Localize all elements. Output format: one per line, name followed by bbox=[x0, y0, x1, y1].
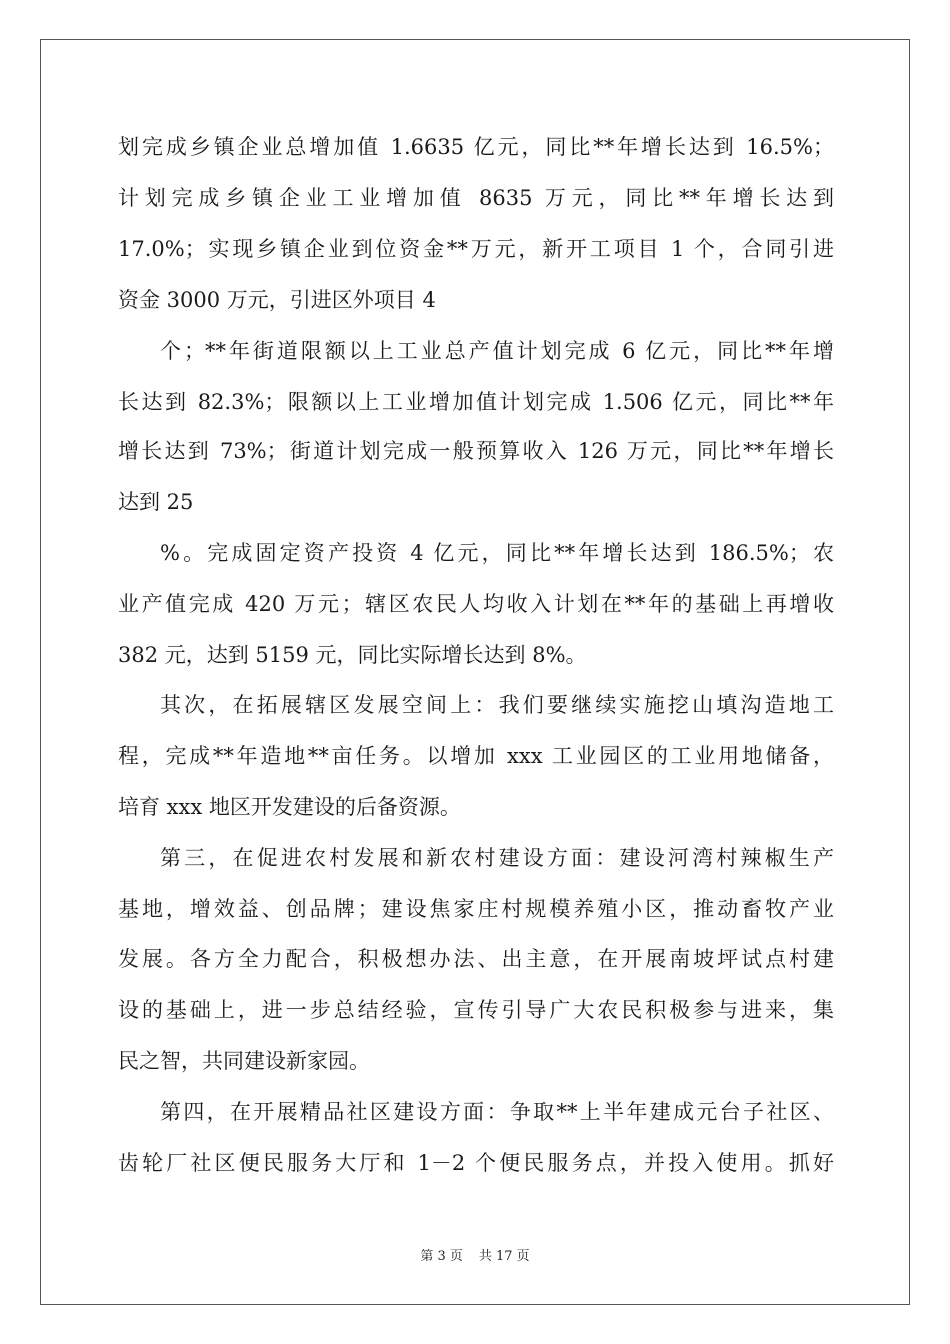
text-line: 发展。各方全力配合，积极想办法、出主意，在开展南坡坪试点村建 bbox=[118, 947, 834, 971]
text-line: 其次，在拓展辖区发展空间上：我们要继续实施挖山填沟造地工 bbox=[160, 693, 834, 717]
page-total: 共 17 页 bbox=[478, 1249, 530, 1264]
text-line: %。完成固定资产投资 4 亿元，同比**年增长达到 186.5%；农 bbox=[160, 541, 834, 565]
text-line: 第四，在开展精品社区建设方面：争取**上半年建成元台子社区、 bbox=[160, 1100, 834, 1124]
text-line: 17.0%；实现乡镇企业到位资金**万元，新开工项目 1 个，合同引进 bbox=[118, 237, 834, 261]
text-line: 设的基础上，进一步总结经验，宣传引导广大农民积极参与进来，集 bbox=[118, 998, 834, 1022]
text-line: 第三，在促进农村发展和新农村建设方面：建设河湾村辣椒生产 bbox=[160, 846, 834, 870]
text-line: 382 元，达到 5159 元，同比实际增长达到 8%。 bbox=[118, 643, 587, 667]
text-line: 增长达到 73%；街道计划完成一般预算收入 126 万元，同比**年增长 bbox=[118, 439, 834, 463]
page-number: 第 3 页 bbox=[420, 1249, 463, 1264]
text-line: 长达到 82.3%；限额以上工业增加值计划完成 1.506 亿元，同比**年 bbox=[118, 390, 834, 414]
text-line: 基地，增效益、创品牌；建设焦家庄村规模养殖小区，推动畜牧产业 bbox=[118, 897, 834, 921]
text-line: 齿轮厂社区便民服务大厅和 1－2 个便民服务点，并投入使用。抓好 bbox=[118, 1151, 834, 1175]
text-line: 个；**年街道限额以上工业总产值计划完成 6 亿元，同比**年增 bbox=[160, 339, 834, 363]
text-line: 业产值完成 420 万元；辖区农民人均收入计划在**年的基础上再增收 bbox=[118, 592, 834, 616]
text-line: 程，完成**年造地**亩任务。以增加 xxx 工业园区的工业用地储备， bbox=[118, 744, 834, 768]
text-line: 培育 xxx 地区开发建设的后备资源。 bbox=[118, 795, 461, 819]
page-footer bbox=[0, 1245, 950, 1264]
text-line: 资金 3000 万元，引进区外项目 4 bbox=[118, 288, 436, 312]
text-line: 划完成乡镇企业总增加值 1.6635 亿元，同比**年增长达到 16.5%； bbox=[118, 135, 834, 159]
text-line: 达到 25 bbox=[118, 490, 194, 514]
text-line: 计划完成乡镇企业工业增加值 8635 万元，同比**年增长达到 bbox=[118, 186, 834, 210]
text-line: 民之智，共同建设新家园。 bbox=[118, 1049, 370, 1073]
